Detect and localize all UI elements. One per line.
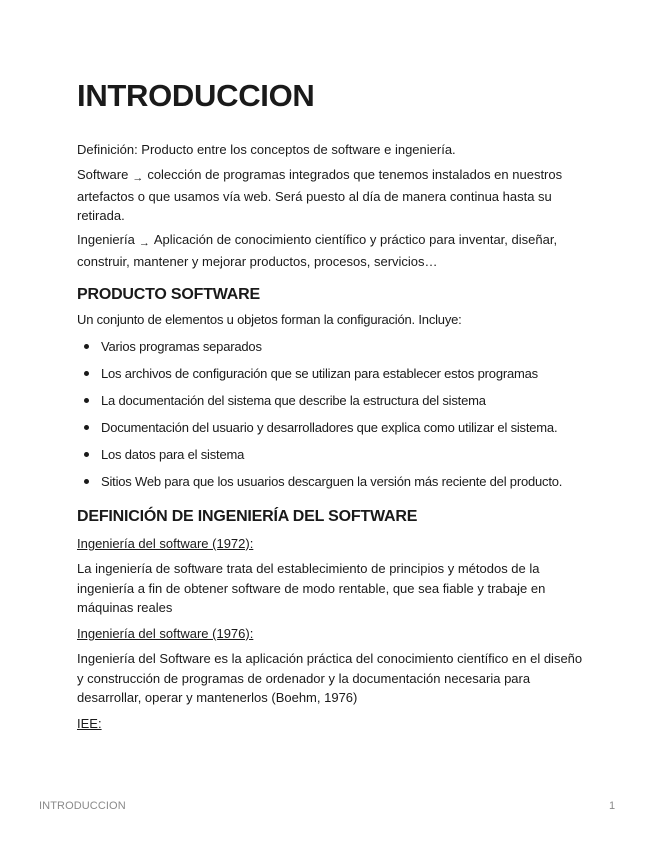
software-term: Software xyxy=(77,167,129,182)
producto-lead: Un conjunto de elementos u objetos forman la configuración. Incluye: xyxy=(77,312,462,327)
list-item: Los datos para el sistema xyxy=(77,445,597,472)
ingenieria-term: Ingeniería xyxy=(77,232,135,247)
subheading-iee: IEE: xyxy=(77,716,102,731)
footer-title: INTRODUCCION xyxy=(39,800,126,812)
page-number: 1 xyxy=(609,800,616,812)
ingenieria-paragraph xyxy=(77,230,592,271)
page-title: INTRODUCCION xyxy=(77,78,315,113)
arrow-icon: → xyxy=(132,172,144,184)
subheading-1972: Ingeniería del software (1972): xyxy=(77,536,254,551)
list-item: Los archivos de configuración que se utilizan para establecer estos programas xyxy=(77,364,597,391)
definition-paragraph: Definición: Producto entre los conceptos de software e ingeniería. xyxy=(77,142,456,157)
producto-list xyxy=(77,337,597,499)
ingenieria-definition: Aplicación de conocimiento científico y práctico para inventar, diseñar, construir, mantener y mejorar productos, procesos, servicios… xyxy=(77,232,558,269)
list-item: Documentación del usuario y desarrolladores que explica como utilizar el sistema. xyxy=(77,418,597,445)
definition-1972-text: La ingeniería de software trata del establecimiento de principios y métodos de la ingeniería a fin de obtener software de modo rentable, que sea fiable y trabaje en máquinas reales xyxy=(77,561,546,615)
subheading-1976: Ingeniería del software (1976): xyxy=(77,626,254,641)
producto-heading: PRODUCTO SOFTWARE xyxy=(77,286,260,303)
software-paragraph xyxy=(77,165,592,226)
arrow-icon: → xyxy=(138,237,150,249)
definition-1976-text: Ingeniería del Software es la aplicación práctica del conocimiento científico en el diseño y construcción de programas de ordenador y la documentación necesaria para desarrollar, operar y mantenerlos (Boehm, 1976) xyxy=(77,651,583,705)
definicion-heading: DEFINICIÓN DE INGENIERÍA DEL SOFTWARE xyxy=(77,508,418,525)
list-item: La documentación del sistema que describe la estructura del sistema xyxy=(77,391,597,418)
list-item: Varios programas separados xyxy=(77,337,597,364)
list-item: Sitios Web para que los usuarios descarguen la versión más reciente del producto. xyxy=(77,472,597,499)
software-definition: colección de programas integrados que tenemos instalados en nuestros artefactos o que usamos vía web. Será puesto al día de manera continua hasta su retirada. xyxy=(77,167,563,223)
